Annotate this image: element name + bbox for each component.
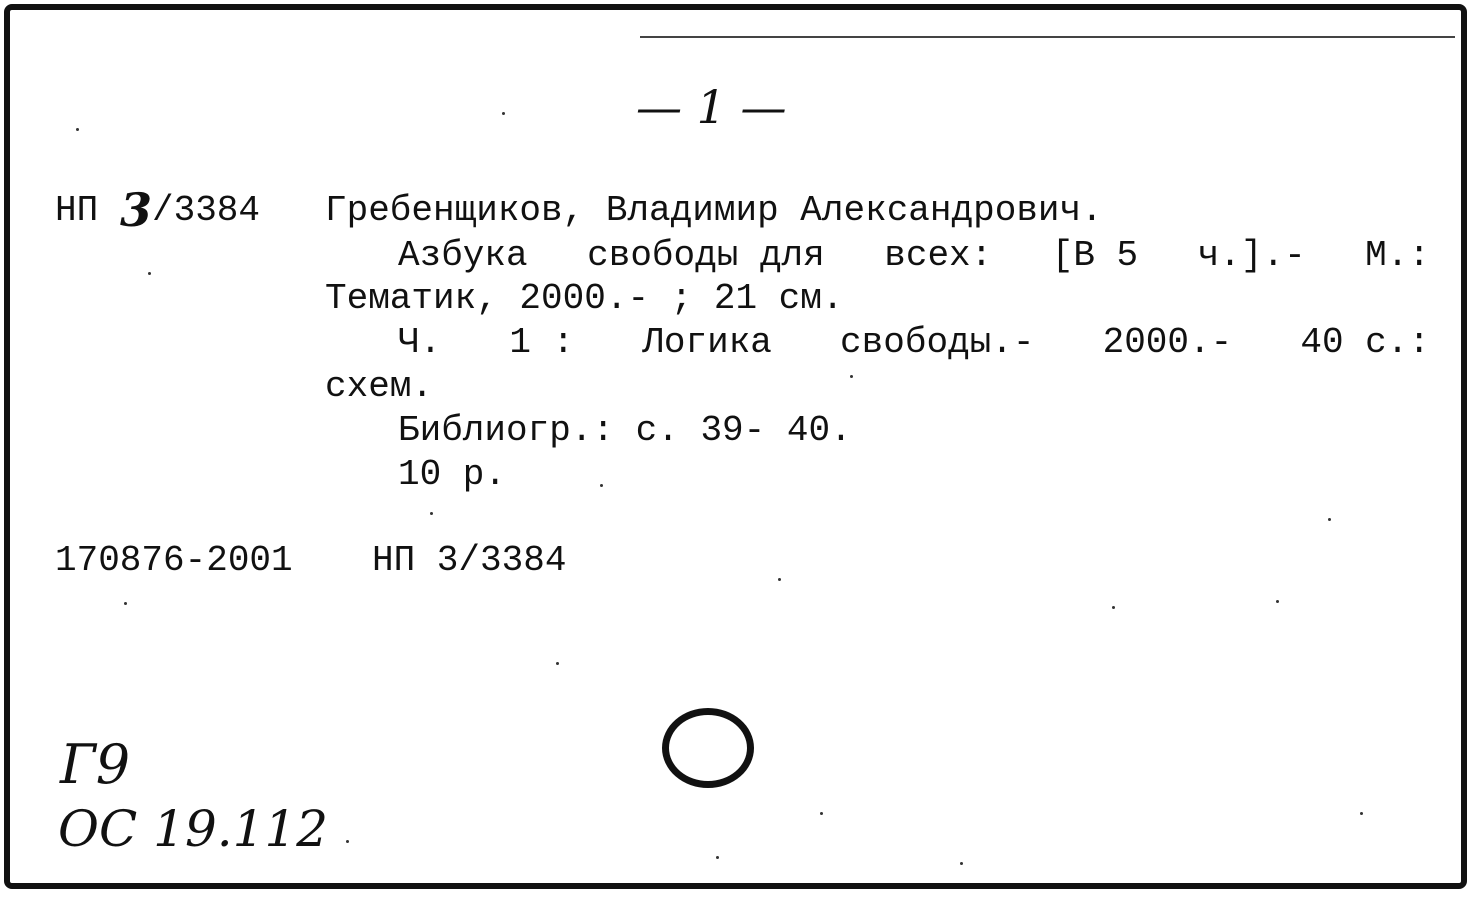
speck [600,484,603,487]
speck [820,812,823,815]
part-word: 40 с.: [1300,322,1430,363]
speck [556,662,559,665]
speck [850,375,853,378]
handwritten-note-2: ОС 19.112 [58,800,329,858]
title-word: всех: [884,235,993,276]
accession-number: 170876-2001 [55,540,293,581]
title-word: Азбука [398,235,528,276]
speck [76,128,79,131]
part-word: Ч. [398,322,442,363]
title-line-2: Тематик, 2000.- ; 21 см. [325,278,844,319]
shelfmark-prefix: НП [55,190,99,231]
page-number: — 1 — [636,80,787,134]
author-heading: Гребенщиков, Владимир Александрович. [325,190,1103,231]
handwritten-note-1: Г9 [60,733,131,796]
part-word: 2000.- [1102,322,1233,363]
speck [716,856,719,859]
speck [148,272,151,275]
title-word: [В 5 [1051,235,1139,276]
title-line-1 [398,235,1430,276]
title-word: М.: [1365,235,1430,276]
part-line-1 [398,322,1430,363]
speck [430,512,433,515]
title-word: ч.].- [1197,235,1306,276]
speck [1276,600,1279,603]
speck [1328,518,1331,521]
shelfmark-number: /3384 [152,190,261,231]
part-word: 1 : [509,322,575,363]
part-line-2: схем. [325,366,434,407]
speck [778,578,781,581]
shelfmark-handwritten-digit: 3 [120,183,153,237]
title-word: свободы для [587,235,825,276]
speck [960,862,963,865]
card-top-rule [640,36,1455,38]
speck [124,602,127,605]
bibliography-note: Библиогр.: с. 39- 40. [398,410,852,451]
speck [346,840,349,843]
part-word: Логика [642,322,772,363]
speck [1360,812,1363,815]
part-word: свободы.- [840,322,1035,363]
speck [1112,606,1115,609]
speck [502,112,505,115]
punched-hole [662,708,754,788]
price: 10 р. [398,454,507,495]
shelfmark-repeat: НП 3/3384 [372,540,567,581]
